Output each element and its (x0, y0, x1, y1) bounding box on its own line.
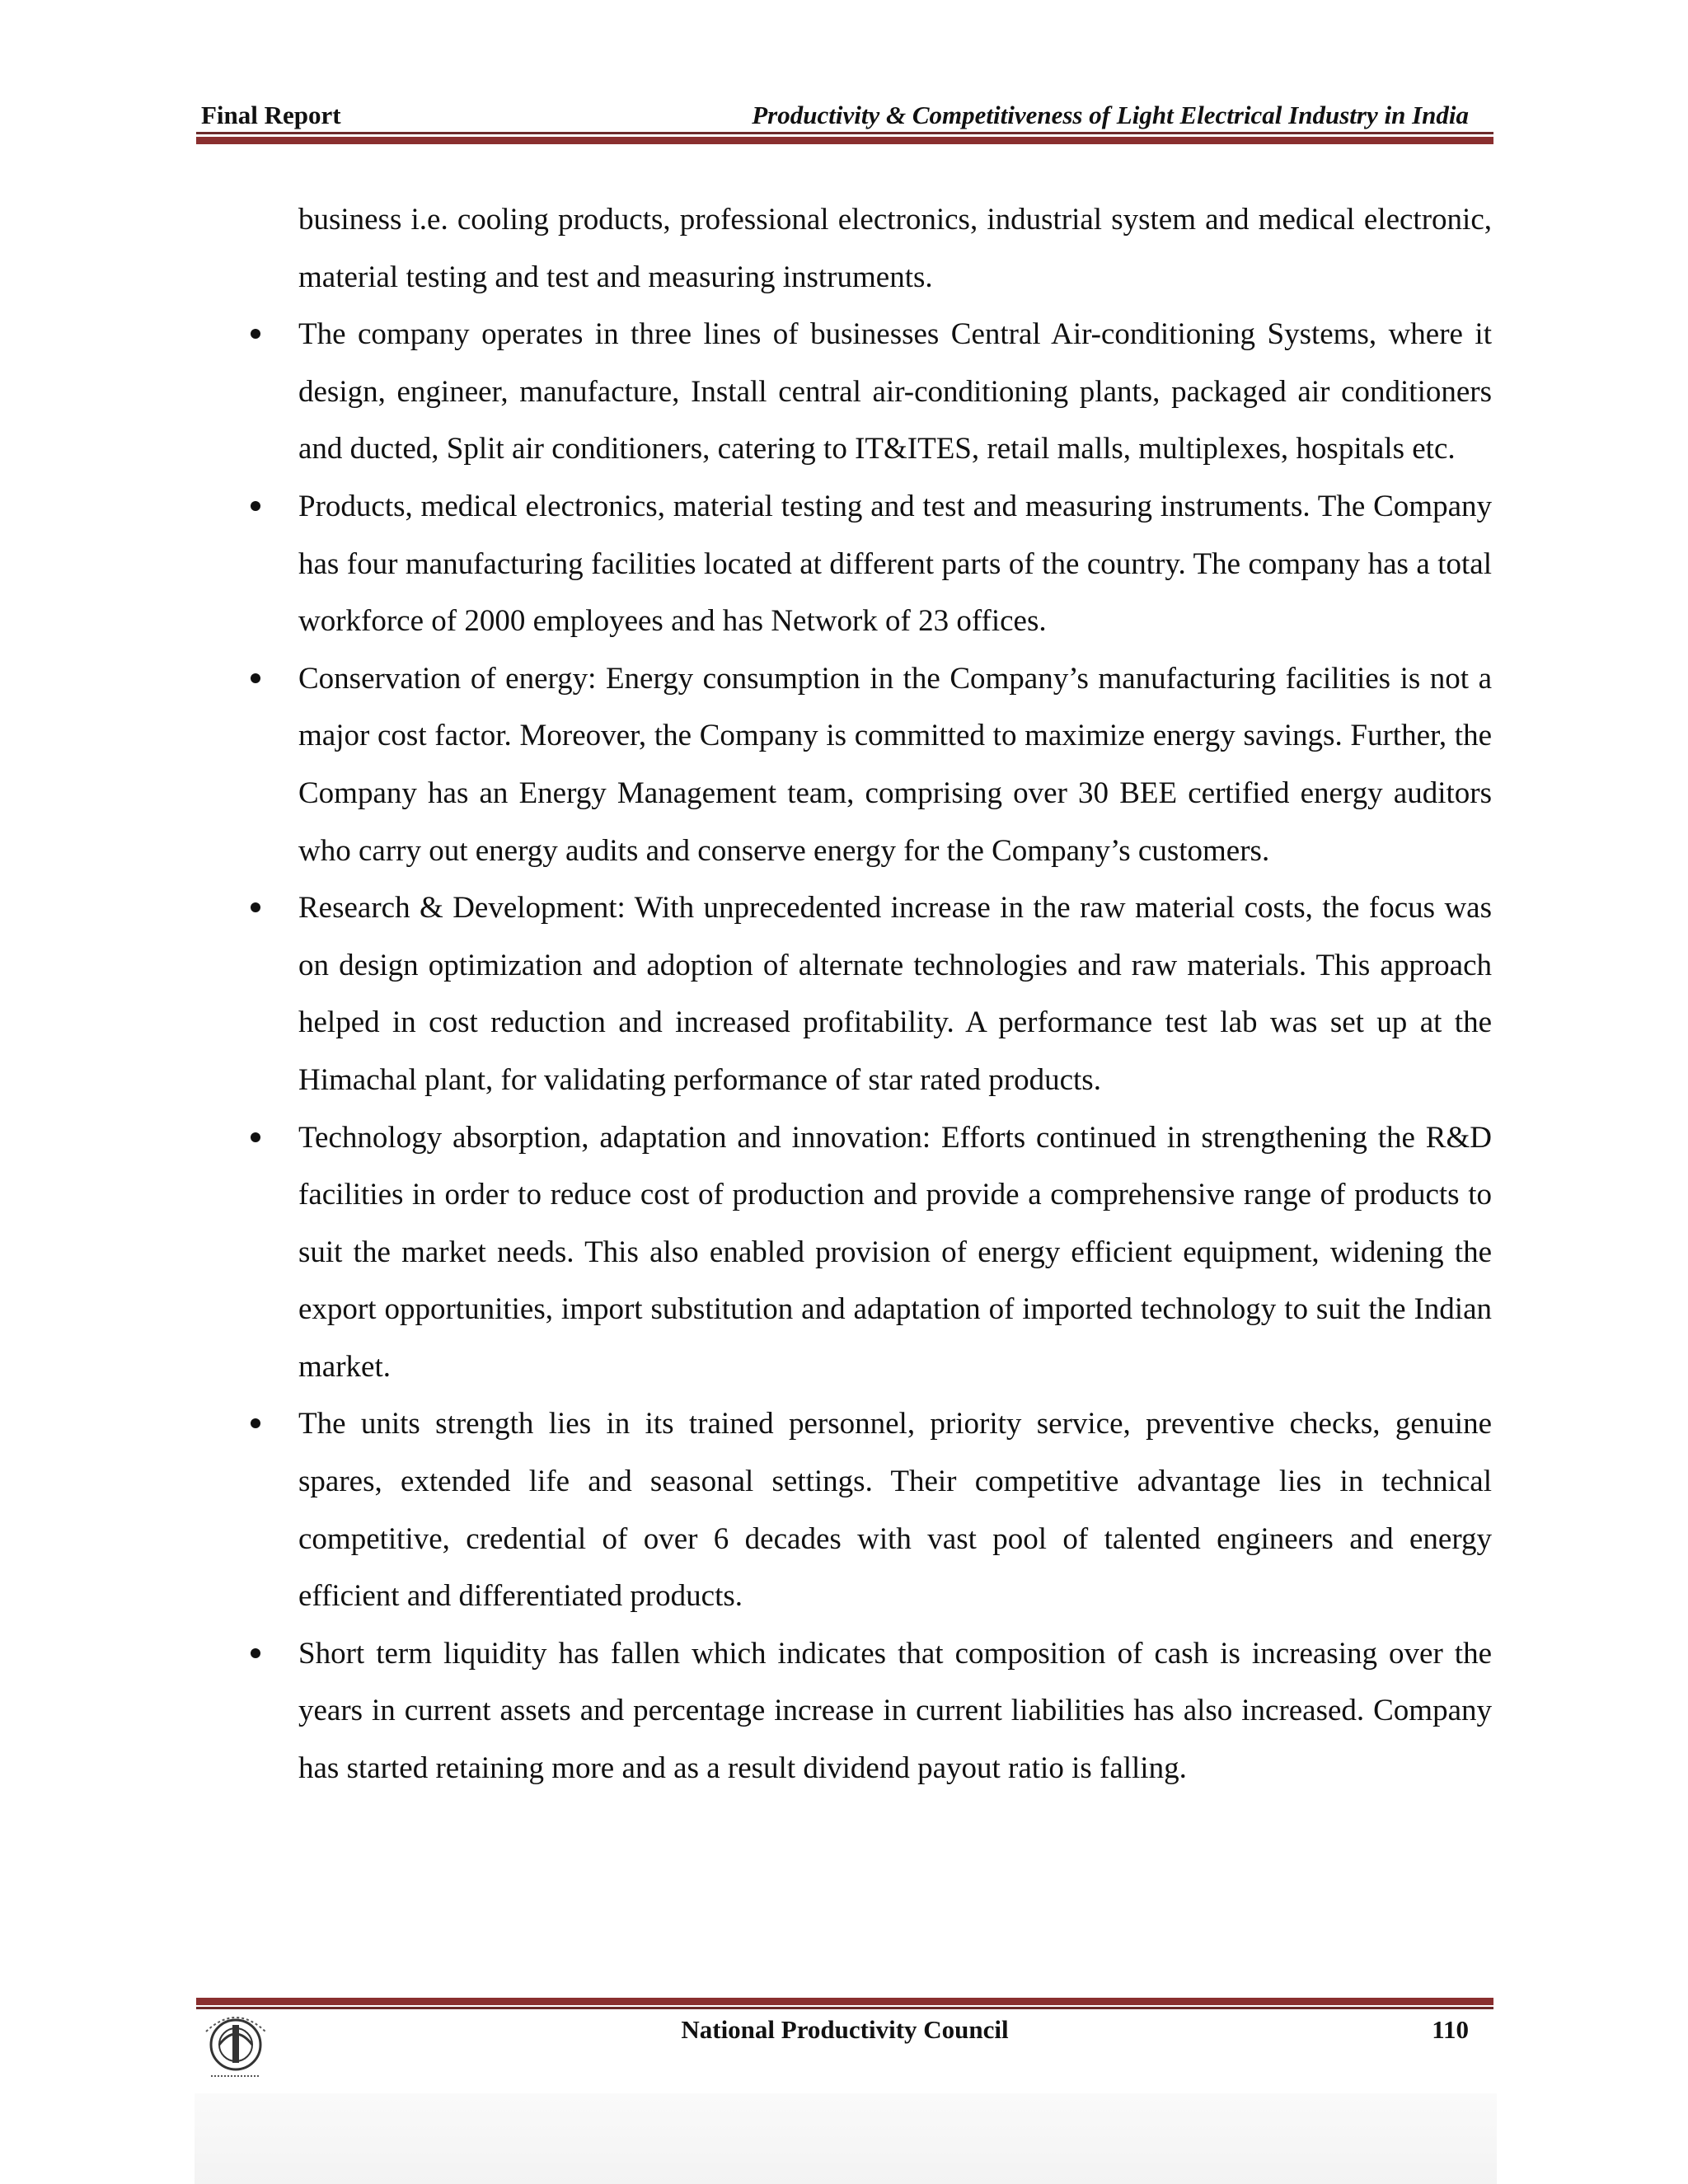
continuation-paragraph: business i.e. cooling products, professional electronics, industrial system and medical electronic, material testing and test and measuring instruments. (298, 203, 1492, 294)
footer-rule-thin (196, 2007, 1493, 2009)
header-left-title: Final Report (201, 101, 341, 129)
list-item-text: Technology absorption, adaptation and innovation: Efforts continued in strengthening the R&D facilities in order to reduce cost of production and provide a comprehensive range of products to suit the market needs. This also enabled provision of energy efficient equipment, widening the export opportunities, import substitution and adaptation of imported technology to suit the Indian market. (298, 1120, 1492, 1384)
body-content (198, 191, 1492, 1797)
footer-shade (195, 2093, 1497, 2184)
header-rule-thin (196, 132, 1493, 134)
footer-rule-thick (196, 1998, 1493, 2005)
list-item-text: Short term liquidity has fallen which indicates that composition of cash is increasing over the years in current assets and percentage increase in current liabilities has also increased. Company has started retaining more and as a result dividend payout ratio is falling. (298, 1636, 1492, 1786)
bullet-icon (251, 329, 260, 339)
list-item (198, 1109, 1492, 1396)
list-item (198, 879, 1492, 1108)
bullet-icon (251, 1418, 260, 1428)
footer-org: National Productivity Council (681, 2015, 1009, 2044)
list-item (198, 650, 1492, 879)
bullet-list (198, 306, 1492, 1797)
list-item-text: The units strength lies in its trained personnel, priority service, preventive checks, genuine spares, extended life and seasonal settings. Their competitive advantage lies in technical competitive, credential of over 6 decades with vast pool of talented engineers and energy efficient and differentiated products. (298, 1407, 1492, 1614)
list-item-text: Products, medical electronics, material testing and test and measuring instruments. The Company has four manufacturing facilities located at different parts of the country. The company has a total workforce of 2000 employees and has Network of 23 offices. (298, 489, 1492, 639)
bullet-icon (251, 1648, 260, 1658)
page-header (198, 97, 1492, 130)
header-rule-thick (196, 137, 1493, 144)
page-footer (198, 2015, 1492, 2051)
list-item (198, 1625, 1492, 1797)
bullet-icon (251, 1132, 260, 1142)
bullet-icon (251, 501, 260, 511)
bullet-icon (251, 902, 260, 912)
header-right-title: Productivity & Competitiveness of Light Electrical Industry in India (752, 101, 1469, 129)
list-item (198, 306, 1492, 478)
list-item-text: Research & Development: With unprecedented increase in the raw material costs, the focus was on design optimization and adoption of alternate technologies and raw materials. This approach helped in cost reduction and increased profitability. A performance test lab was set up at the Himachal plant, for validating performance of star rated products. (298, 891, 1492, 1097)
list-item-text: The company operates in three lines of businesses Central Air-conditioning Systems, where it design, engineer, manufacture, Install central air-conditioning plants, packaged air conditioners and ducted, Split air conditioners, catering to IT&ITES, retail malls, multiplexes, hospitals etc. (298, 317, 1492, 466)
page-number: 110 (1432, 2015, 1469, 2044)
bullet-icon (251, 673, 260, 683)
list-item (198, 1395, 1492, 1624)
list-item-text: Conservation of energy: Energy consumption in the Company’s manufacturing facilities is not a major cost factor. Moreover, the Company is committed to maximize energy savings. Further, the Company has an Energy Management team, comprising over 30 BEE certified energy auditors who carry out energy audits and conserve energy for the Company’s customers. (298, 661, 1492, 868)
list-item (198, 478, 1492, 650)
